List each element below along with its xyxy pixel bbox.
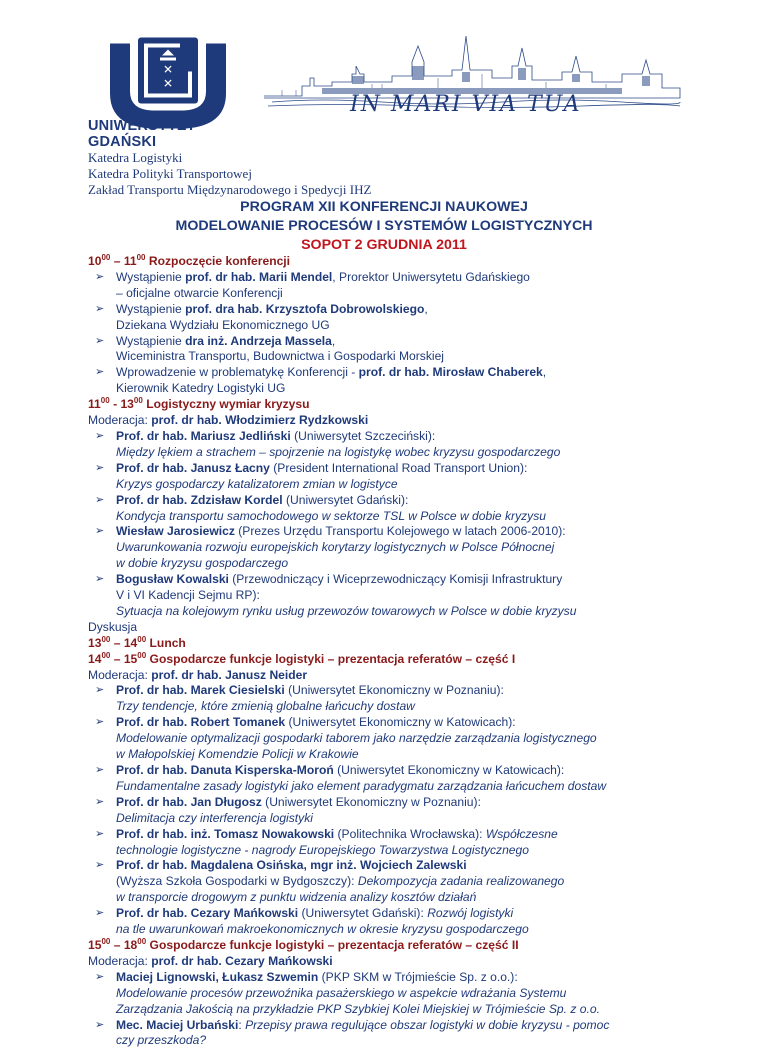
item-line [116,445,688,461]
program-item [88,334,688,366]
session-moderator [88,413,688,429]
item-line [116,318,688,334]
speaker-name: Prof. dr hab. Janusz Łacny [116,461,270,475]
arrowhead-bullet-icon: ➢ [95,334,104,350]
arrowhead-bullet-icon: ➢ [95,763,104,779]
session-start-hour: 14 [88,652,101,666]
talk-title: Kondycja transportu samochodowego w sektorze TSL w Polsce w dobie kryzysu [116,509,546,523]
item-line [116,1018,688,1034]
session-start-hour: 13 [88,636,101,650]
arrowhead-bullet-icon: ➢ [95,795,104,811]
talk-title: Fundamentalne zasady logistyki jako element paradygmatu zarządzania łańcuchem dostaw [116,779,606,793]
speaker-name: Prof. dr hab. Marek Ciesielski [116,683,285,697]
session-start-minutes: 00 [101,651,110,660]
item-line [116,270,688,286]
item-line [116,461,688,477]
item-line [116,429,688,445]
item-text: (PKP SKM w Trójmieście Sp. z o.o.): [318,970,517,984]
svg-text:✕: ✕ [163,63,173,77]
speaker-name: Prof. dr hab. Jan Długosz [116,795,262,809]
program-item [88,429,688,461]
session-title: Gospodarcze funkcje logistyki – prezentacja referatów – część I [150,652,516,666]
session-end-minutes: 00 [137,635,146,644]
item-line [116,795,688,811]
item-text: (Uniwersytet Ekonomiczny w Katowicach): [285,715,516,729]
speaker-name: Bogusław Kowalski [116,572,229,586]
arrowhead-bullet-icon: ➢ [95,302,104,318]
item-line [116,493,688,509]
session-end-hour: 18 [124,938,137,952]
department-line: Zakład Transportu Międzynarodowego i Spedycji IHZ [88,182,371,198]
talk-title: w Małopolskiej Komendzie Policji w Krakowie [116,747,359,761]
item-text: – oficjalne otwarcie Konferencji [116,286,283,300]
talk-title: Sytuacja na kolejowym rynku usług przewozów towarowych w Polsce w dobie kryzysu [116,604,576,618]
program-item [88,683,688,715]
item-text: (Uniwersytet Ekonomiczny w Katowicach): [334,763,565,777]
item-text: , [424,302,427,316]
arrowhead-bullet-icon: ➢ [95,493,104,509]
talk-title: w dobie kryzysu gospodarczego [116,556,288,570]
talk-title: Kryzys gospodarczy katalizatorem zmian w logistyce [116,477,398,491]
program-item [88,524,688,572]
session-end-hour: 15 [124,652,137,666]
arrowhead-bullet-icon: ➢ [95,461,104,477]
item-text: Kierownik Katedry Logistyki UG [116,381,285,395]
item-line [116,349,688,365]
speaker-name: Mec. Maciej Urbański [116,1018,238,1032]
session-end-hour: 11 [124,254,137,268]
session-end-hour: 13 [120,397,133,411]
program-item [88,1018,688,1049]
session-end-minutes: 00 [137,651,146,660]
item-line [116,890,688,906]
item-line [116,970,688,986]
item-text: Dziekana Wydziału Ekonomicznego UG [116,318,330,332]
session-start-hour: 10 [88,254,101,268]
item-line [116,524,688,540]
program-item [88,572,688,620]
item-text: (President International Road Transport Union): [270,461,527,475]
talk-title: Delimitacja czy interferencja logistyki [116,811,313,825]
item-line [116,763,688,779]
session-end-minutes: 00 [137,937,146,946]
item-line [116,922,688,938]
program-schedule [88,254,688,1049]
talk-title: na tle uwarunkowań makroekonomicznych w okresie kryzysu gospodarczego [116,922,529,936]
session-end-hour: 14 [124,636,137,650]
program-item [88,763,688,795]
item-line [116,604,688,620]
arrowhead-bullet-icon: ➢ [95,906,104,922]
item-text: (Uniwersytet Ekonomiczny w Poznaniu): [285,683,504,697]
item-line [116,540,688,556]
item-line [116,286,688,302]
program-item [88,906,688,938]
speaker-name: Prof. dr hab. Robert Tomanek [116,715,285,729]
session-title: Rozpoczęcie konferencji [149,254,290,268]
arrowhead-bullet-icon: ➢ [95,365,104,381]
speaker-name: Maciej Lignowski, Łukasz Szwemin [116,970,318,984]
svg-text:✕: ✕ [163,77,173,91]
speaker-name: prof. dr hab. Marii Mendel [185,270,332,284]
session-time-separator: - [110,397,121,411]
session-start-hour: 15 [88,938,101,952]
item-line [116,1002,688,1018]
session-time-separator: – [110,652,123,666]
item-text: Wystąpienie [116,334,185,348]
moderator-label: Moderacja: [88,413,151,427]
session-time-separator: – [110,254,123,268]
item-text: , [332,334,335,348]
item-text: V i VI Kadencji Sejmu RP): [116,588,260,602]
talk-title: czy przeszkoda? [116,1033,206,1047]
conference-date-place: SOPOT 2 GRUDNIA 2011 [0,237,768,253]
session-heading [88,636,688,652]
item-text: (Wyższa Szkoła Gospodarki w Bydgoszczy): [116,874,358,888]
talk-title: Zarządzania Jakością na przykładzie PKP Szybkiej Kolei Miejskiej w Trójmieście Sp. z o.o. [116,1002,600,1016]
session-title: Gospodarcze funkcje logistyki – prezentacja referatów – część II [150,938,519,952]
item-line [116,334,688,350]
speaker-name: Prof. dr hab. Magdalena Osińska, mgr inż. Wojciech Zalewski [116,858,467,872]
session-start-hour: 11 [88,397,101,411]
item-text: (Przewodniczący i Wiceprzewodniczący Komisji Infrastruktury [229,572,562,586]
arrowhead-bullet-icon: ➢ [95,524,104,540]
session-end-minutes: 00 [134,396,143,405]
item-text: (Politechnika Wrocławska): [334,827,486,841]
item-text: Wystąpienie [116,270,185,284]
item-text: (Uniwersytet Gdański): [298,906,427,920]
talk-title: Trzy tendencje, które zmienią globalne łańcuchy dostaw [116,699,415,713]
session-title: Lunch [150,636,186,650]
session-start-minutes: 00 [101,396,110,405]
program-item [88,827,688,859]
talk-title: w transporcie drogowym z punktu widzenia analizy kosztów działań [116,890,476,904]
talk-title: Rozwój logistyki [427,906,513,920]
session-time-separator: – [110,938,123,952]
item-text: : [238,1018,245,1032]
item-line [116,827,688,843]
talk-title: technologie logistyczne - nagrody Europejskiego Towarzystwa Logistycznego [116,843,529,857]
item-line [116,302,688,318]
speaker-name: prof. dr hab. Mirosław Chaberek [359,365,543,379]
session-heading [88,652,688,668]
item-line [116,556,688,572]
arrowhead-bullet-icon: ➢ [95,429,104,445]
talk-title: Modelowanie optymalizacji gospodarki taborem jako narzędzie zarządzania logistycznego [116,731,597,745]
program-item [88,493,688,525]
item-line [116,843,688,859]
talk-title: Współczesne [486,827,558,841]
item-line [116,779,688,795]
speaker-name: Prof. dr hab. Zdzisław Kordel [116,493,283,507]
speaker-name: prof. dra hab. Krzysztofa Dobrowolskiego [185,302,424,316]
item-line [116,811,688,827]
item-line [116,874,688,890]
session-heading [88,254,688,270]
department-line: Katedra Polityki Transportowej [88,166,371,182]
session-start-minutes: 00 [101,253,110,262]
item-line [116,731,688,747]
session-heading [88,938,688,954]
moderator-label: Moderacja: [88,954,151,968]
arrowhead-bullet-icon: ➢ [95,715,104,731]
speaker-name: dra inż. Andrzeja Massela [185,334,332,348]
university-motto: IN MARI VIA TUA [350,92,610,117]
speaker-name: Prof. dr hab. Mariusz Jedliński [116,429,291,443]
departments [88,150,371,198]
moderator-label: Moderacja: [88,668,151,682]
arrowhead-bullet-icon: ➢ [95,1018,104,1034]
department-line: Katedra Logistyki [88,150,371,166]
program-item [88,365,688,397]
talk-title: Między lękiem a strachem – spojrzenie na logistykę wobec kryzysu gospodarczego [116,445,560,459]
arrowhead-bullet-icon: ➢ [95,970,104,986]
item-line [116,906,688,922]
discussion-label: Dyskusja [88,620,688,636]
item-text: , [543,365,546,379]
program-item [88,715,688,763]
arrowhead-bullet-icon: ➢ [95,270,104,286]
session-time-separator: – [110,636,123,650]
program-item [88,270,688,302]
item-text: (Uniwersytet Ekonomiczny w Poznaniu): [262,795,481,809]
item-line [116,588,688,604]
arrowhead-bullet-icon: ➢ [95,827,104,843]
arrowhead-bullet-icon: ➢ [95,683,104,699]
session-start-minutes: 00 [101,635,110,644]
program-item [88,302,688,334]
speaker-name: Prof. dr hab. Cezary Mańkowski [116,906,298,920]
talk-title: Modelowanie procesów przewoźnika pasażerskiego w aspekcie wdrażania Systemu [116,986,566,1000]
item-text: (Prezes Urzędu Transportu Kolejowego w latach 2006-2010): [235,524,566,538]
item-line [116,683,688,699]
session-start-minutes: 00 [101,937,110,946]
arrowhead-bullet-icon: ➢ [95,858,104,874]
item-line [116,747,688,763]
item-text: Wiceministra Transportu, Budownictwa i Gospodarki Morskiej [116,349,444,363]
item-text: , Prorektor Uniwersytetu Gdańskiego [332,270,530,284]
program-item [88,858,688,906]
arrowhead-bullet-icon: ➢ [95,572,104,588]
item-line [116,715,688,731]
program-item [88,461,688,493]
item-text: Wprowadzenie w problematykę Konferencji - [116,365,359,379]
item-line [116,381,688,397]
speaker-name: Prof. dr hab. inż. Tomasz Nowakowski [116,827,334,841]
item-line [116,858,688,874]
moderator-name: prof. dr hab. Włodzimierz Rydzkowski [151,413,368,427]
item-line [116,509,688,525]
talk-title: Dekompozycja zadania realizowanego [358,874,564,888]
conference-title: MODELOWANIE PROCESÓW I SYSTEMÓW LOGISTYCZNYCH [0,218,768,234]
item-line [116,365,688,381]
program-item [88,795,688,827]
moderator-name: prof. dr hab. Janusz Neider [151,668,307,682]
session-moderator [88,954,688,970]
university-name: UNIWERSYTET GDAŃSKI [88,118,248,150]
item-line [116,1033,688,1049]
item-text: Wystąpienie [116,302,185,316]
session-moderator [88,668,688,684]
session-title: Logistyczny wymiar kryzysu [146,397,309,411]
session-heading [88,397,688,413]
moderator-name: prof. dr hab. Cezary Mańkowski [151,954,332,968]
talk-title: Uwarunkowania rozwoju europejskich korytarzy logistycznych w Polsce Północnej [116,540,554,554]
item-text: (Uniwersytet Gdański): [283,493,409,507]
session-end-minutes: 00 [137,253,146,262]
item-line [116,699,688,715]
item-line [116,477,688,493]
talk-title: Przepisy prawa regulujące obszar logistyki w dobie kryzysu - pomoc [245,1018,609,1032]
item-line [116,572,688,588]
item-text: (Uniwersytet Szczeciński): [291,429,435,443]
program-title: PROGRAM XII KONFERENCJI NAUKOWEJ [0,199,768,215]
speaker-name: Wiesław Jarosiewicz [116,524,235,538]
speaker-name: Prof. dr hab. Danuta Kisperska-Moroń [116,763,334,777]
